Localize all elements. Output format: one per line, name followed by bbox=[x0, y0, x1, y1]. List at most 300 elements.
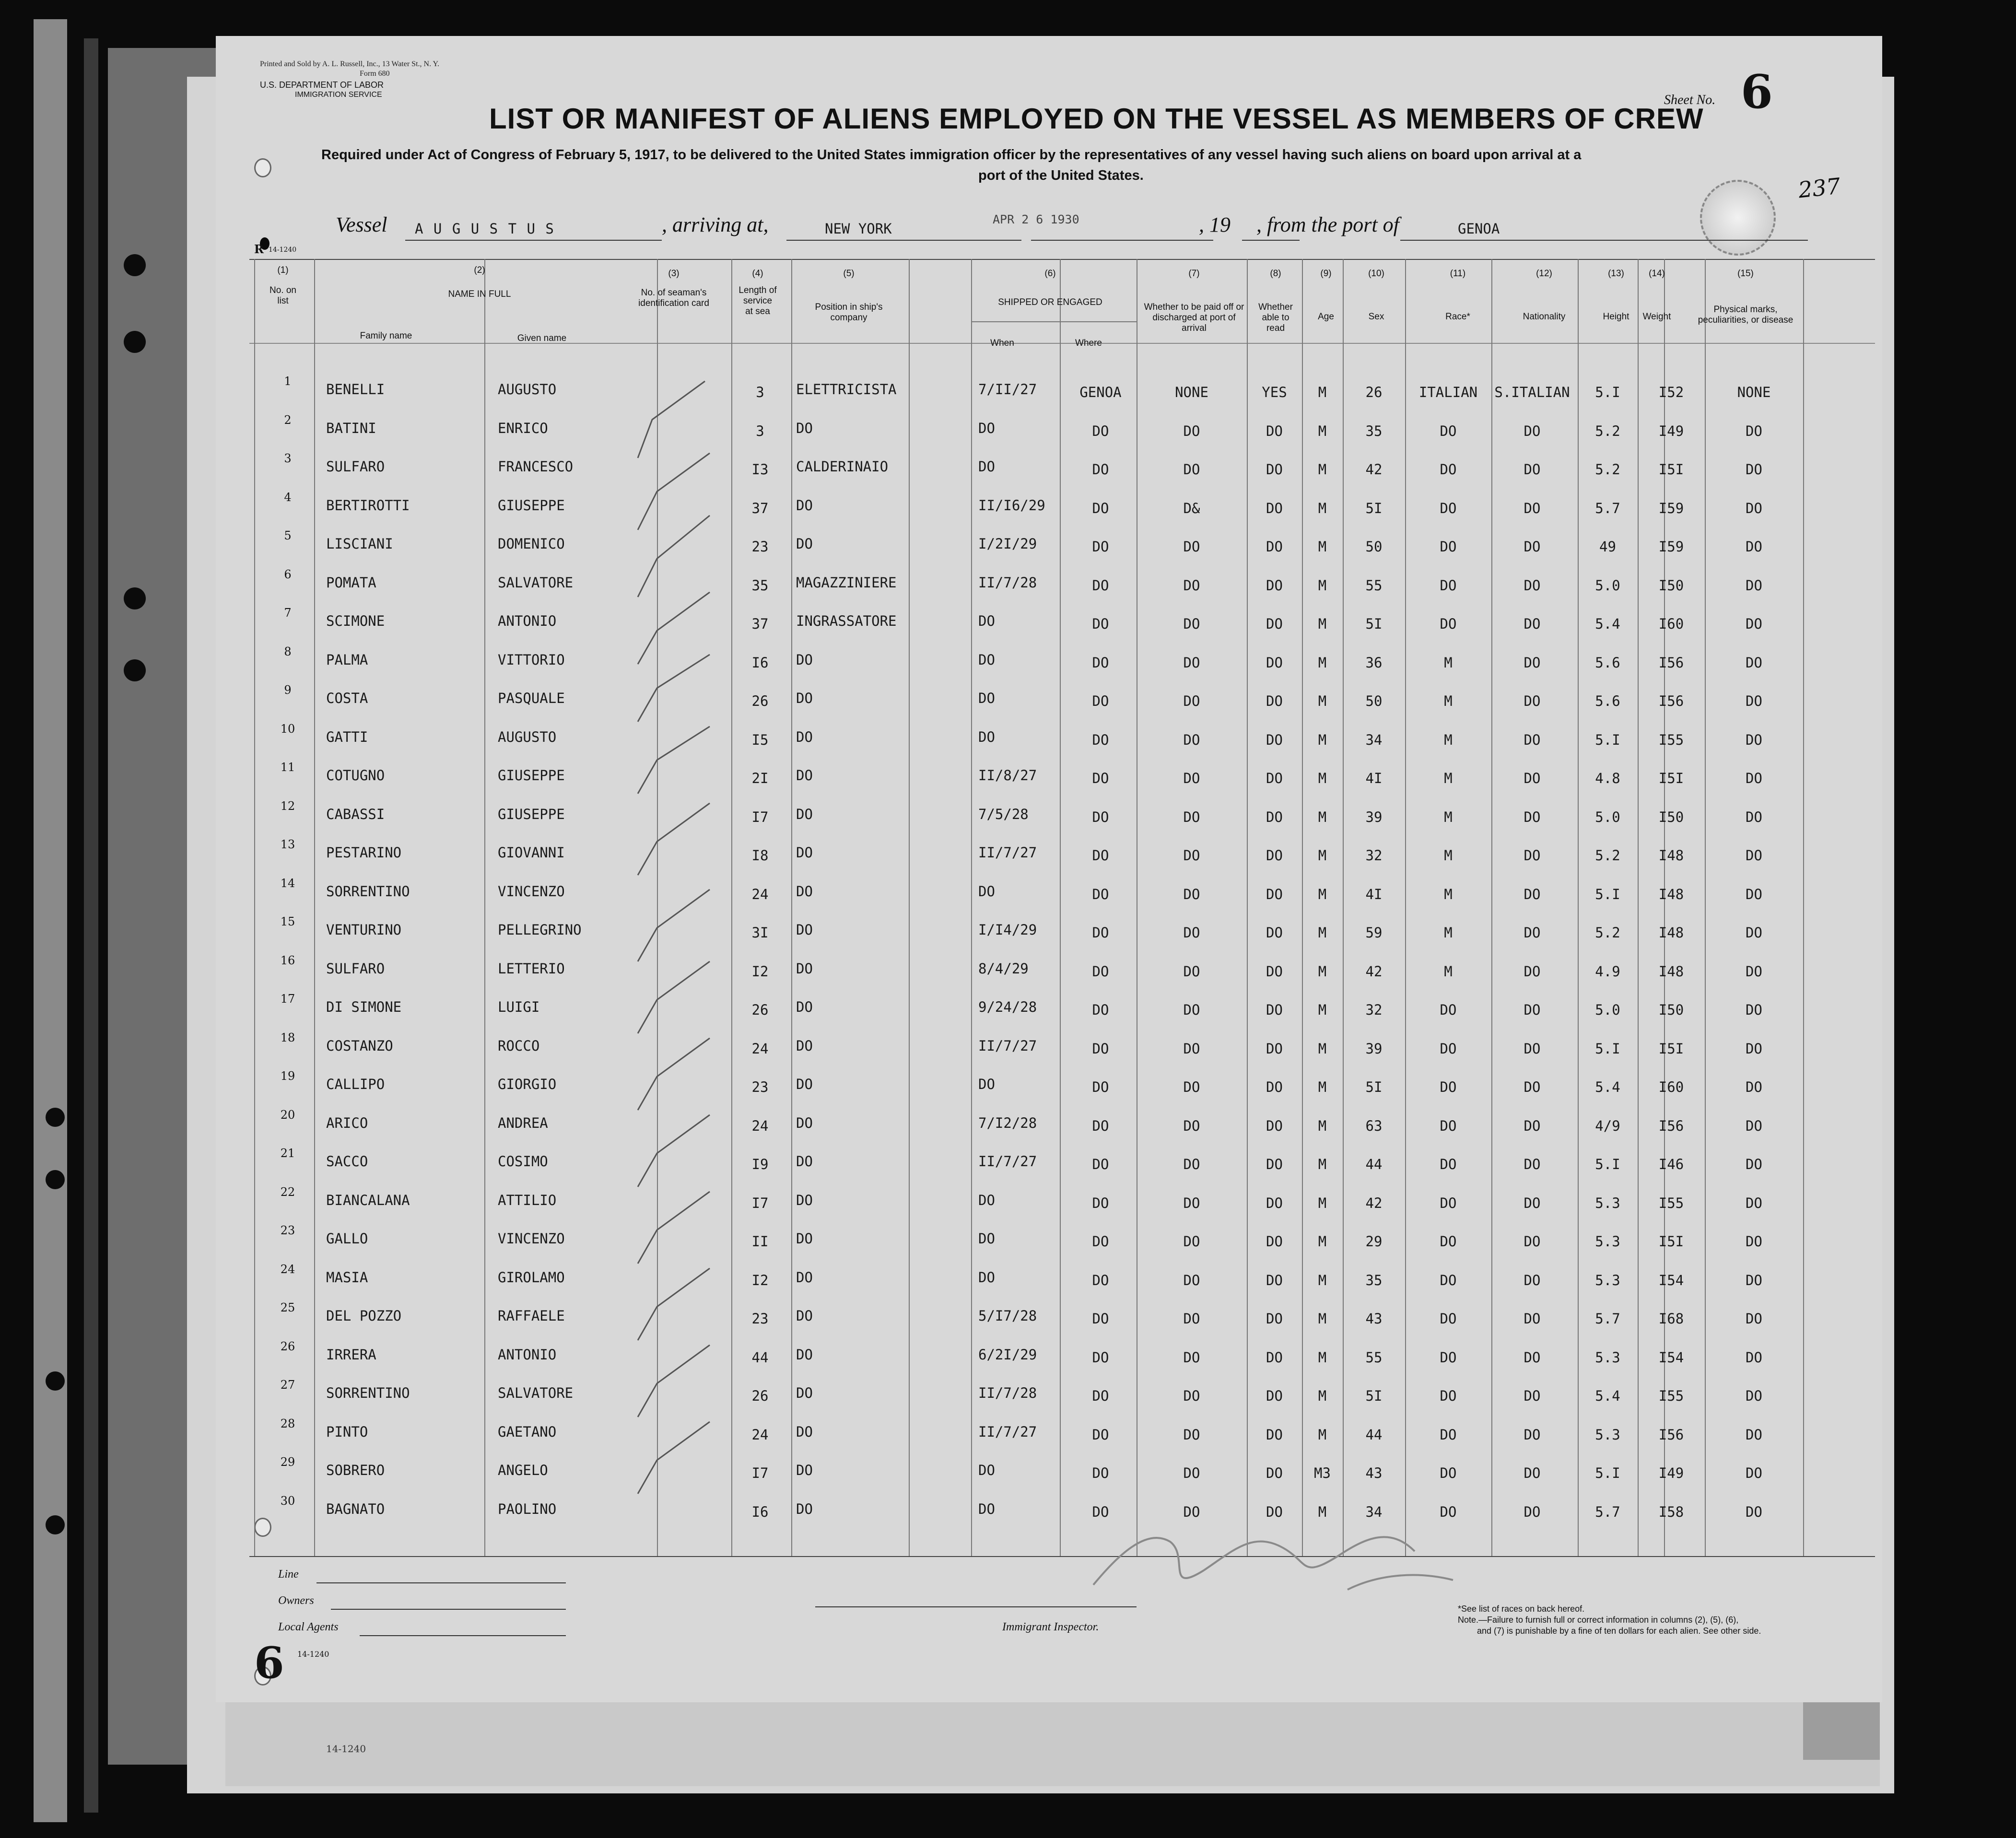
cell-height: 5.7 bbox=[1595, 1503, 1620, 1520]
col8-number: (8) bbox=[1270, 269, 1281, 279]
cell-given: ATTILIO bbox=[498, 1192, 557, 1208]
cell-paid: DO bbox=[1183, 1272, 1200, 1288]
cell-when: DO bbox=[978, 420, 995, 436]
cell-paid: DO bbox=[1183, 1503, 1200, 1520]
cell-marks: DO bbox=[1746, 1156, 1762, 1172]
cell-race: DO bbox=[1440, 616, 1457, 632]
cell-paid: DO bbox=[1183, 1002, 1200, 1018]
cell-height: 5.6 bbox=[1595, 654, 1620, 671]
column-divider bbox=[314, 259, 315, 1556]
cell-service: 23 bbox=[751, 1079, 769, 1095]
penalty-note-2: and (7) is punishable by a fine of ten dollars for each alien. See other side. bbox=[1477, 1626, 1761, 1636]
cell-where: DO bbox=[1092, 693, 1109, 709]
cell-position: INGRASSATORE bbox=[796, 613, 897, 629]
cell-height: 5.2 bbox=[1595, 461, 1620, 478]
owners-underline bbox=[331, 1609, 566, 1610]
cell-given: ROCCO bbox=[498, 1037, 540, 1054]
cell-family: GALLO bbox=[326, 1230, 368, 1247]
cell-height: 5.0 bbox=[1595, 808, 1620, 825]
cell-weight: I56 bbox=[1658, 693, 1684, 709]
cell-paid: DO bbox=[1183, 1233, 1200, 1250]
arriving-underline bbox=[786, 240, 1021, 241]
cell-weight: I54 bbox=[1658, 1272, 1684, 1288]
cell-age: M bbox=[1318, 1040, 1327, 1057]
cell-age: M bbox=[1318, 1311, 1327, 1327]
cell-marks: DO bbox=[1746, 461, 1762, 478]
cell-family: IRRERA bbox=[326, 1346, 376, 1363]
cell-marks: DO bbox=[1746, 577, 1762, 594]
cell-nationality: DO bbox=[1524, 1272, 1541, 1288]
inspector-underline bbox=[815, 1606, 1137, 1607]
binder-hole bbox=[46, 1108, 65, 1127]
cell-service: 2I bbox=[751, 770, 769, 786]
cell-where: DO bbox=[1092, 539, 1109, 555]
cell-height: 4.9 bbox=[1595, 963, 1620, 980]
cell-paid: DO bbox=[1183, 654, 1200, 671]
cell-age: M bbox=[1318, 654, 1327, 671]
cell-service: 26 bbox=[751, 1002, 769, 1018]
cell-sex: 34 bbox=[1365, 1503, 1383, 1520]
cell-service: 44 bbox=[751, 1349, 769, 1366]
cell-age: M bbox=[1318, 693, 1327, 709]
cell-nationality: DO bbox=[1524, 847, 1541, 864]
r-mark: R bbox=[254, 242, 264, 256]
cell-nationality: DO bbox=[1524, 1503, 1541, 1520]
cell-position: DO bbox=[796, 1385, 813, 1401]
cell-given: VITTORIO bbox=[498, 651, 565, 668]
col5-header: Position in ship's company bbox=[815, 302, 883, 323]
cell-service: 24 bbox=[751, 1117, 769, 1134]
table-top-border bbox=[249, 259, 1875, 260]
cell-race: DO bbox=[1440, 1426, 1457, 1443]
cell-nationality: DO bbox=[1524, 925, 1541, 941]
subtitle-line1: Required under Act of Congress of February 5, 1917, to be delivered to the United States immigration officer by the representatives of any vessel having such aliens on board upon arrival at a bbox=[321, 147, 1582, 163]
cell-sex: 36 bbox=[1365, 654, 1383, 671]
cell-where: DO bbox=[1092, 654, 1109, 671]
cell-nationality: DO bbox=[1524, 1156, 1541, 1172]
cell-given: GIOVANNI bbox=[498, 844, 565, 861]
cell-position: DO bbox=[796, 1037, 813, 1054]
cell-sex: 35 bbox=[1365, 422, 1383, 439]
binder-hole bbox=[124, 331, 146, 353]
cell-age: M bbox=[1318, 616, 1327, 632]
cell-given: ANTONIO bbox=[498, 1346, 557, 1363]
cell-position: DO bbox=[796, 1308, 813, 1324]
cell-race: DO bbox=[1440, 500, 1457, 516]
col2-header: NAME IN FULL bbox=[448, 289, 511, 299]
column-divider bbox=[909, 259, 910, 1556]
cell-race: DO bbox=[1440, 1349, 1457, 1366]
cell-where: DO bbox=[1092, 1349, 1109, 1366]
cell-paid: DO bbox=[1183, 616, 1200, 632]
cell-read: DO bbox=[1266, 1233, 1283, 1250]
cell-height: 5.6 bbox=[1595, 693, 1620, 709]
cell-race: DO bbox=[1440, 1272, 1457, 1288]
cell-given: SALVATORE bbox=[498, 1385, 574, 1401]
row-number: 9 bbox=[284, 683, 292, 697]
row-number: 6 bbox=[284, 567, 292, 581]
cell-sex: 4I bbox=[1365, 770, 1383, 786]
cell-given: ANTONIO bbox=[498, 613, 557, 629]
cell-height: 5.3 bbox=[1595, 1349, 1620, 1366]
cell-height: 5.I bbox=[1595, 1040, 1620, 1057]
column-divider bbox=[971, 259, 972, 1556]
cell-paid: DO bbox=[1183, 577, 1200, 594]
cell-when: II/7/27 bbox=[978, 1423, 1037, 1440]
cell-marks: DO bbox=[1746, 1002, 1762, 1018]
binder-hole bbox=[46, 1515, 65, 1534]
cell-read: DO bbox=[1266, 1156, 1283, 1172]
cell-read: DO bbox=[1266, 770, 1283, 786]
cell-nationality: DO bbox=[1524, 577, 1541, 594]
cell-family: MASIA bbox=[326, 1269, 368, 1286]
binding-edge bbox=[34, 19, 67, 1822]
cell-race: DO bbox=[1440, 422, 1457, 439]
cell-paid: DO bbox=[1183, 1388, 1200, 1404]
cell-family: BATINI bbox=[326, 420, 376, 436]
binder-hole bbox=[46, 1170, 65, 1189]
cell-weight: I68 bbox=[1658, 1311, 1684, 1327]
cell-service: I6 bbox=[751, 654, 769, 671]
cell-height: 5.I bbox=[1595, 1156, 1620, 1172]
cell-service: I7 bbox=[751, 1465, 769, 1481]
col3-header: No. of seaman's identification card bbox=[638, 288, 709, 308]
cell-position: DO bbox=[796, 1076, 813, 1092]
family-name-header: Family name bbox=[360, 331, 412, 341]
col4-header: Length of service at sea bbox=[738, 285, 777, 316]
cell-nationality: DO bbox=[1524, 1349, 1541, 1366]
cell-family: SCIMONE bbox=[326, 613, 385, 629]
cell-height: 49 bbox=[1599, 539, 1616, 555]
col14-header: Weight bbox=[1642, 312, 1671, 322]
cell-sex: 5I bbox=[1365, 500, 1383, 516]
cell-weight: I52 bbox=[1658, 384, 1684, 400]
cell-service: 3 bbox=[756, 422, 764, 439]
cell-when: DO bbox=[978, 1500, 995, 1517]
cell-height: 5.3 bbox=[1595, 1233, 1620, 1250]
cell-age: M bbox=[1318, 1117, 1327, 1134]
col6-when-header: When bbox=[990, 338, 1014, 348]
cell-family: BAGNATO bbox=[326, 1500, 385, 1517]
cell-race: M bbox=[1444, 925, 1453, 941]
row-number: 7 bbox=[284, 606, 292, 620]
cell-weight: I54 bbox=[1658, 1349, 1684, 1366]
cell-service: 26 bbox=[751, 693, 769, 709]
date-underline bbox=[1031, 240, 1213, 241]
cell-sex: 42 bbox=[1365, 1194, 1383, 1211]
cell-weight: I46 bbox=[1658, 1156, 1684, 1172]
col4-number: (4) bbox=[752, 269, 763, 279]
cell-family: DEL POZZO bbox=[326, 1308, 402, 1324]
cell-nationality: DO bbox=[1524, 770, 1541, 786]
cell-sex: 4I bbox=[1365, 886, 1383, 902]
cell-position: DO bbox=[796, 1500, 813, 1517]
cell-paid: DO bbox=[1183, 1156, 1200, 1172]
cell-marks: DO bbox=[1746, 731, 1762, 748]
binder-hole bbox=[124, 587, 146, 609]
line-underline bbox=[316, 1582, 566, 1583]
cell-family: SACCO bbox=[326, 1153, 368, 1170]
cell-paid: DO bbox=[1183, 925, 1200, 941]
cell-family: SULFARO bbox=[326, 458, 385, 475]
cell-where: DO bbox=[1092, 1388, 1109, 1404]
cell-read: DO bbox=[1266, 1194, 1283, 1211]
cell-position: DO bbox=[796, 1269, 813, 1286]
cell-paid: DO bbox=[1183, 963, 1200, 980]
cell-weight: I48 bbox=[1658, 847, 1684, 864]
cell-family: SULFARO bbox=[326, 960, 385, 977]
col8-header: Whether able to read bbox=[1258, 302, 1293, 333]
cell-marks: DO bbox=[1746, 963, 1762, 980]
column-divider bbox=[791, 259, 792, 1556]
cell-race: DO bbox=[1440, 539, 1457, 555]
cell-family: LISCIANI bbox=[326, 536, 393, 552]
cell-race: M bbox=[1444, 654, 1453, 671]
cell-weight: I5I bbox=[1658, 770, 1684, 786]
cell-height: 4.8 bbox=[1595, 770, 1620, 786]
cell-position: DO bbox=[796, 497, 813, 514]
cell-age: M bbox=[1318, 886, 1327, 902]
cell-position: ELETTRICISTA bbox=[796, 381, 897, 398]
cell-paid: DO bbox=[1183, 1117, 1200, 1134]
col6-number: (6) bbox=[1044, 269, 1056, 279]
cell-weight: I55 bbox=[1658, 731, 1684, 748]
cell-race: DO bbox=[1440, 1117, 1457, 1134]
cell-paid: DO bbox=[1183, 847, 1200, 864]
cell-where: DO bbox=[1092, 461, 1109, 478]
cell-paid: DO bbox=[1183, 1194, 1200, 1211]
cell-where: DO bbox=[1092, 731, 1109, 748]
col11-number: (11) bbox=[1450, 269, 1466, 279]
cell-position: DO bbox=[796, 728, 813, 745]
row-number: 28 bbox=[280, 1417, 295, 1430]
cell-marks: DO bbox=[1746, 1117, 1762, 1134]
cell-where: DO bbox=[1092, 886, 1109, 902]
cell-when: DO bbox=[978, 883, 995, 900]
cell-height: 5.4 bbox=[1595, 616, 1620, 632]
cell-read: DO bbox=[1266, 1349, 1283, 1366]
cell-given: COSIMO bbox=[498, 1153, 548, 1170]
cell-weight: I59 bbox=[1658, 500, 1684, 516]
cell-paid: DO bbox=[1183, 422, 1200, 439]
col14-number: (14) bbox=[1649, 269, 1665, 279]
cell-nationality: DO bbox=[1524, 1233, 1541, 1250]
cell-position: DO bbox=[796, 883, 813, 900]
cell-when: 8/4/29 bbox=[978, 960, 1029, 977]
manifest-page bbox=[216, 36, 1882, 1702]
cell-service: 23 bbox=[751, 539, 769, 555]
cell-race: DO bbox=[1440, 577, 1457, 594]
row-number: 18 bbox=[280, 1030, 295, 1044]
cell-marks: DO bbox=[1746, 847, 1762, 864]
col12-header: Nationality bbox=[1523, 312, 1566, 322]
cell-read: DO bbox=[1266, 963, 1283, 980]
row-number: 17 bbox=[280, 992, 295, 1006]
cell-where: DO bbox=[1092, 770, 1109, 786]
cell-marks: DO bbox=[1746, 925, 1762, 941]
col2-number: (2) bbox=[474, 265, 485, 275]
cell-nationality: DO bbox=[1524, 616, 1541, 632]
cell-height: 5.3 bbox=[1595, 1426, 1620, 1443]
cell-paid: DO bbox=[1183, 886, 1200, 902]
cell-when: 7/5/28 bbox=[978, 806, 1029, 822]
table-bottom-border bbox=[249, 1556, 1875, 1557]
cell-where: GENOA bbox=[1079, 384, 1122, 400]
cell-age: M bbox=[1318, 1194, 1327, 1211]
cell-sex: 44 bbox=[1365, 1156, 1383, 1172]
cell-read: DO bbox=[1266, 500, 1283, 516]
from-port: GENOA bbox=[1458, 221, 1500, 237]
arriving-label: , arriving at, bbox=[662, 213, 769, 236]
column-divider bbox=[254, 259, 255, 1556]
cell-given: GAETANO bbox=[498, 1423, 557, 1440]
cell-sex: 29 bbox=[1365, 1233, 1383, 1250]
col7-header: Whether to be paid off or discharged at port of arrival bbox=[1144, 302, 1244, 333]
cell-sex: 34 bbox=[1365, 731, 1383, 748]
cell-race: DO bbox=[1440, 1311, 1457, 1327]
cell-where: DO bbox=[1092, 1156, 1109, 1172]
cell-marks: DO bbox=[1746, 886, 1762, 902]
cell-position: DO bbox=[796, 922, 813, 938]
cell-age: M bbox=[1318, 1079, 1327, 1095]
year-label: , 19 bbox=[1199, 213, 1231, 236]
row-number: 16 bbox=[280, 953, 295, 967]
races-note: *See list of races on back hereof. bbox=[1458, 1604, 1585, 1614]
cell-service: 24 bbox=[751, 1040, 769, 1057]
col5-number: (5) bbox=[843, 269, 855, 279]
cell-age: M bbox=[1318, 770, 1327, 786]
row-number: 2 bbox=[284, 413, 292, 427]
cell-position: DO bbox=[796, 690, 813, 706]
cell-height: 5.2 bbox=[1595, 422, 1620, 439]
cell-weight: I56 bbox=[1658, 1117, 1684, 1134]
cell-service: I8 bbox=[751, 847, 769, 864]
cell-marks: DO bbox=[1746, 1272, 1762, 1288]
cell-paid: NONE bbox=[1175, 384, 1208, 400]
cell-service: 37 bbox=[751, 500, 769, 516]
cell-family: CABASSI bbox=[326, 806, 385, 822]
cell-position: MAGAZZINIERE bbox=[796, 574, 897, 591]
inspector-label: Immigrant Inspector. bbox=[1002, 1621, 1099, 1633]
cell-family: SORRENTINO bbox=[326, 1385, 410, 1401]
col3-number: (3) bbox=[668, 269, 680, 279]
row-number: 24 bbox=[280, 1262, 295, 1276]
bottom-form-code: 14-1240 bbox=[326, 1743, 366, 1755]
cell-position: DO bbox=[796, 844, 813, 861]
cell-height: 5.I bbox=[1595, 1465, 1620, 1481]
cell-weight: I50 bbox=[1658, 808, 1684, 825]
cell-marks: DO bbox=[1746, 1465, 1762, 1481]
cell-where: DO bbox=[1092, 1465, 1109, 1481]
cell-marks: DO bbox=[1746, 770, 1762, 786]
cell-position: DO bbox=[796, 536, 813, 552]
row-number: 3 bbox=[284, 452, 292, 465]
column-divider bbox=[1060, 259, 1061, 1556]
row-number: 14 bbox=[280, 876, 295, 890]
cell-race: DO bbox=[1440, 1503, 1457, 1520]
row-number: 25 bbox=[280, 1301, 295, 1314]
cell-age: M bbox=[1318, 422, 1327, 439]
cell-where: DO bbox=[1092, 1311, 1109, 1327]
row-number: 12 bbox=[280, 799, 295, 813]
cell-marks: DO bbox=[1746, 1388, 1762, 1404]
cell-weight: I56 bbox=[1658, 654, 1684, 671]
cell-when: DO bbox=[978, 1076, 995, 1092]
col15-header: Physical marks, peculiarities, or disease bbox=[1698, 304, 1793, 325]
cell-sex: 32 bbox=[1365, 1002, 1383, 1018]
cell-when: DO bbox=[978, 1230, 995, 1247]
cell-race: M bbox=[1444, 770, 1453, 786]
row-number: 15 bbox=[280, 915, 295, 928]
year-underline bbox=[1242, 240, 1300, 241]
line-label: Line bbox=[278, 1568, 299, 1580]
corner-sheet-number: 6 bbox=[254, 1638, 284, 1688]
service: IMMIGRATION SERVICE bbox=[295, 91, 382, 99]
cell-age: M3 bbox=[1314, 1465, 1331, 1481]
cell-service: 24 bbox=[751, 886, 769, 902]
binder-hole bbox=[46, 1371, 65, 1391]
cell-given: VINCENZO bbox=[498, 883, 565, 900]
cell-nationality: DO bbox=[1524, 693, 1541, 709]
printer-imprint: Printed and Sold by A. L. Russell, Inc., 13 Water St., N. Y. bbox=[260, 60, 439, 68]
cell-nationality: DO bbox=[1524, 1465, 1541, 1481]
vessel-label: Vessel bbox=[336, 213, 387, 236]
cell-family: POMATA bbox=[326, 574, 376, 591]
cell-read: DO bbox=[1266, 693, 1283, 709]
cell-position: DO bbox=[796, 1462, 813, 1478]
binder-hole bbox=[124, 254, 146, 276]
cell-age: M bbox=[1318, 1156, 1327, 1172]
cell-sex: 42 bbox=[1365, 963, 1383, 980]
cell-sex: 39 bbox=[1365, 808, 1383, 825]
cell-where: DO bbox=[1092, 422, 1109, 439]
cell-position: DO bbox=[796, 1114, 813, 1131]
cell-given: PAOLINO bbox=[498, 1500, 557, 1517]
top-form-code: 14-1240 bbox=[269, 246, 297, 254]
cell-sex: 43 bbox=[1365, 1311, 1383, 1327]
cell-given: GIUSEPPE bbox=[498, 806, 565, 822]
cell-given: ANGELO bbox=[498, 1462, 548, 1478]
cell-sex: 35 bbox=[1365, 1272, 1383, 1288]
inspector-signature bbox=[1079, 1498, 1511, 1609]
cell-height: 5.4 bbox=[1595, 1388, 1620, 1404]
cell-nationality: DO bbox=[1524, 539, 1541, 555]
bottom-sheet-edge bbox=[225, 1700, 1880, 1786]
cell-read: DO bbox=[1266, 925, 1283, 941]
row-number: 4 bbox=[284, 490, 292, 504]
column-divider bbox=[484, 259, 485, 1556]
cell-given: VINCENZO bbox=[498, 1230, 565, 1247]
cell-position: DO bbox=[796, 1346, 813, 1363]
shipped-subheader-line bbox=[971, 321, 1137, 322]
cell-family: CALLIPO bbox=[326, 1076, 385, 1092]
col6-where-header: Where bbox=[1075, 338, 1102, 348]
cell-family: PESTARINO bbox=[326, 844, 402, 861]
cell-when: II/7/27 bbox=[978, 1153, 1037, 1170]
cell-where: DO bbox=[1092, 1194, 1109, 1211]
cell-height: 5.4 bbox=[1595, 1079, 1620, 1095]
cell-where: DO bbox=[1092, 925, 1109, 941]
cell-read: DO bbox=[1266, 577, 1283, 594]
cell-paid: DO bbox=[1183, 1311, 1200, 1327]
cell-family: PINTO bbox=[326, 1423, 368, 1440]
row-number: 5 bbox=[284, 529, 292, 542]
cell-marks: DO bbox=[1746, 422, 1762, 439]
cell-marks: DO bbox=[1746, 616, 1762, 632]
cell-family: SORRENTINO bbox=[326, 883, 410, 900]
cell-given: ENRICO bbox=[498, 420, 548, 436]
cell-sex: 55 bbox=[1365, 577, 1383, 594]
